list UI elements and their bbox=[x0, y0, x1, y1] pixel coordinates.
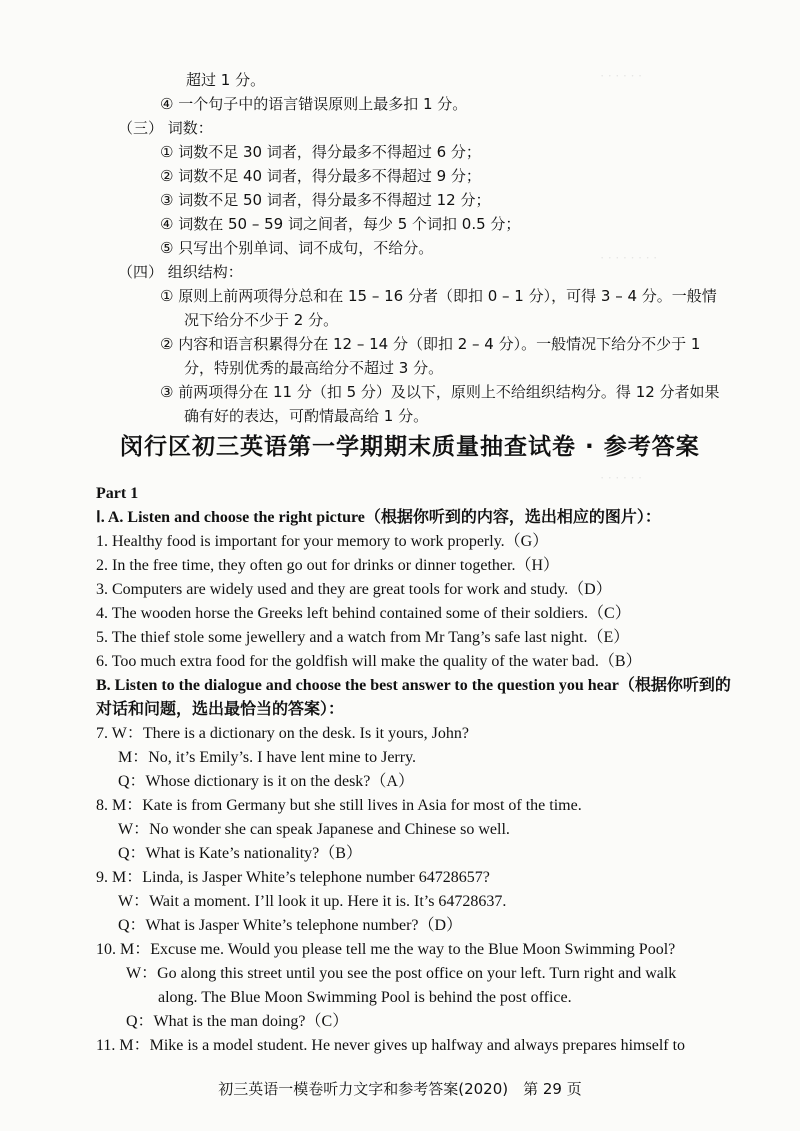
dialogue-line: 9. M：Linda, is Jasper White’s telephone number 64728657? bbox=[96, 869, 490, 886]
answer-item: 6. Too much extra food for the goldfish will make the quality of the water bad.（B） bbox=[96, 653, 642, 670]
dialogue-line: 8. M：Kate is from Germany but she still lives in Asia for most of the time. bbox=[96, 797, 582, 814]
answer-item: 3. Computers are widely used and they are great tools for work and study.（D） bbox=[96, 581, 612, 598]
dialogue-line: M：No, it’s Emily’s. I have lent mine to Jerry. bbox=[118, 749, 417, 766]
dialogue-line: 10. M：Excuse me. Would you please tell me the way to the Blue Moon Swimming Pool? bbox=[96, 941, 676, 958]
answer-item: 1. Healthy food is important for your memory to work properly.（G） bbox=[96, 533, 549, 550]
part-heading: Part 1 bbox=[96, 485, 139, 502]
words-rule: ② 词数不足 40 词者，得分最多不得超过 9 分； bbox=[160, 167, 481, 185]
bleed-through-mark: · · · · · · bbox=[600, 68, 643, 83]
bleed-through-mark: · · · · · · bbox=[600, 470, 643, 485]
words-heading: （三） 词数： bbox=[118, 119, 213, 137]
bleed-through-mark: · · · · · · · · bbox=[600, 250, 658, 265]
page-footer: 初三英语一模卷听力文字和参考答案(2020) 第 29 页 bbox=[218, 1080, 582, 1098]
dialogue-question: Q：What is Jasper White’s telephone number?（D） bbox=[118, 917, 463, 934]
words-rule: ③ 词数不足 50 词者，得分最多不得超过 12 分； bbox=[160, 191, 491, 209]
org-heading: （四） 组织结构： bbox=[118, 263, 243, 281]
words-rule: ④ 词数在 50 – 59 词之间者，每少 5 个词扣 0.5 分； bbox=[160, 215, 521, 233]
section-a-heading: Ⅰ. A. Listen and choose the right picture（根据你听到的内容，选出相应的图片）： bbox=[96, 509, 661, 526]
section-b-heading: B. Listen to the dialogue and choose the best answer to the question you hear（根据你听到的 bbox=[96, 677, 731, 694]
dialogue-line: 11. M：Mike is a model student. He never gives up halfway and always prepares himself to bbox=[96, 1037, 686, 1054]
dialogue-line: W：No wonder she can speak Japanese and Chinese so well. bbox=[118, 821, 510, 838]
org-rule: 分，特别优秀的最高给分不超过 3 分。 bbox=[184, 359, 444, 377]
words-rule: ① 词数不足 30 词者，得分最多不得超过 6 分； bbox=[160, 143, 481, 161]
page-title: 闵行区初三英语第一学期期末质量抽查试卷 · 参考答案 bbox=[120, 434, 700, 460]
dialogue-question: Q：Whose dictionary is it on the desk?（A） bbox=[118, 773, 414, 790]
dialogue-question: Q：What is Kate’s nationality?（B） bbox=[118, 845, 362, 862]
org-rule: ③ 前两项得分在 11 分（扣 5 分）及以下，原则上不给组织结构分。得 12 分者如果 bbox=[160, 383, 720, 401]
answer-item: 2. In the free time, they often go out for drinks or dinner together.（H） bbox=[96, 557, 559, 574]
dialogue-line: W：Go along this street until you see the post office on your left. Turn right and walk bbox=[126, 965, 677, 982]
dialogue-line: along. The Blue Moon Swimming Pool is behind the post office. bbox=[158, 989, 572, 1006]
org-rule: 确有好的表达，可酌情最高给 1 分。 bbox=[184, 407, 429, 425]
dialogue-line: 7. W：There is a dictionary on the desk. Is it yours, John? bbox=[96, 725, 469, 742]
org-rule: ① 原则上前两项得分总和在 15 – 16 分者（即扣 0 – 1 分），可得 3 – 4 分。一般情 bbox=[160, 287, 717, 305]
scoring-line: 超过 1 分。 bbox=[186, 71, 266, 89]
section-b-heading-cont: 对话和问题，选出最恰当的答案）： bbox=[96, 701, 345, 718]
answer-item: 5. The thief stole some jewellery and a watch from Mr Tang’s safe last night.（E） bbox=[96, 629, 630, 646]
dialogue-line: W：Wait a moment. I’ll look it up. Here it is. It’s 64728637. bbox=[118, 893, 507, 910]
scoring-line: ④ 一个句子中的语言错误原则上最多扣 1 分。 bbox=[160, 95, 468, 113]
org-rule: 况下给分不少于 2 分。 bbox=[184, 311, 339, 329]
answer-item: 4. The wooden horse the Greeks left behind contained some of their soldiers.（C） bbox=[96, 605, 631, 622]
org-rule: ② 内容和语言积累得分在 12 – 14 分（即扣 2 – 4 分）。一般情况下给分不少于 1 bbox=[160, 335, 701, 353]
words-rule: ⑤ 只写出个别单词、词不成句，不给分。 bbox=[160, 239, 434, 257]
dialogue-question: Q：What is the man doing?（C） bbox=[126, 1013, 349, 1030]
